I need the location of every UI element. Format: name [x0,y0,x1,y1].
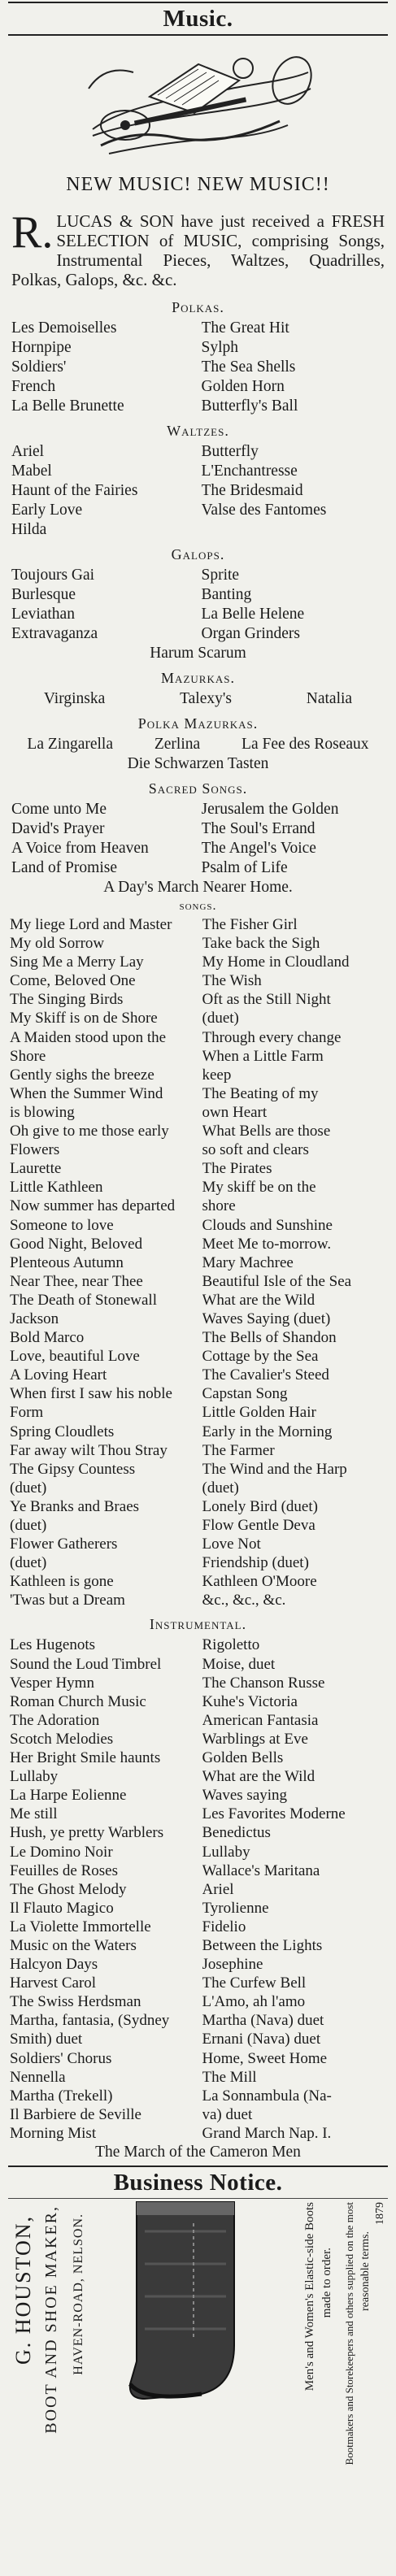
list-item: The Beating of my [202,1084,319,1102]
list-item: A Loving Heart [10,1366,107,1384]
list-item: The Chanson Russe [202,1674,325,1692]
list-item: Someone to love [10,1216,114,1234]
list-item: Talexy's [180,690,232,707]
list-item: La Violette Immortelle [10,1918,151,1935]
list-item: Oh give to me those early [10,1123,169,1140]
list-item: The Curfew Bell [202,1974,307,1992]
list-item: Benedictus [202,1824,271,1842]
list-item: What are the Wild [202,1291,315,1309]
list-item: Early in the Morning [202,1423,333,1440]
music-heading: Music. [163,6,233,32]
list-item: Burlesque [11,586,76,603]
notice-year: 1879 [374,2202,386,2225]
list-item: What are the Wild [202,1768,315,1786]
list-item: Sing Me a Merry Lay [10,954,144,971]
drop-cap: R. [11,207,54,258]
notice-right-line-3: Bootmakers and Storekeepers and others supplied on the most [343,2202,355,2465]
list-item: When first I saw his noble [10,1385,172,1403]
list-item: Hornpipe [11,339,72,356]
list-item: Martha, fantasia, (Sydney [10,2012,170,2030]
headline: NEW MUSIC! NEW MUSIC!! [66,174,330,195]
list-item: Organ Grinders [201,625,300,642]
list-item: The Angel's Voice [201,840,316,857]
songs-heading: songs. [179,899,217,913]
list-item: &c., &c., &c. [202,1592,286,1609]
notice-address: HAVEN-ROAD, NELSON. [72,2213,85,2375]
list-item: La Fee des Roseaux [242,736,369,753]
list-item: The Death of Stonewall [10,1291,157,1309]
list-item: When a Little Farm [202,1047,324,1065]
songs-list [7,915,389,1609]
list-item: Soldiers' Chorus [10,2049,112,2067]
list-item: The Wish [202,972,262,990]
advertisement-page [0,2,396,2576]
list-item: Les Demoiselles [11,319,117,337]
list-item: Between the Lights [202,1936,323,1954]
list-item: My skiff be on the [202,1179,316,1197]
mazurkas-heading: Mazurkas. [161,670,235,686]
list-item: Mary Machree [202,1253,294,1271]
instrumental-centered-item: The March of the Cameron Men [95,2144,301,2161]
list-item: Halcyon Days [10,1956,98,1974]
list-item: My Skiff is on de Shore [10,1010,158,1027]
polkas-heading: Polkas. [172,299,224,315]
list-item: The Mill [202,2068,257,2086]
mazurkas-list [7,689,389,709]
list-item: David's Prayer [11,820,105,837]
list-item: Hush, ye pretty Warblers [10,1824,164,1842]
list-item [202,520,385,540]
notice-name: G. HOUSTON, [11,2215,35,2365]
list-item: Les Favorites Moderne [202,1805,346,1823]
list-item: va) duet [202,2105,253,2123]
list-item: Sound the Loud Timbrel [10,1655,162,1673]
list-item: The Fisher Girl [202,916,298,933]
list-item: Extravaganza [11,625,98,642]
list-item: Tyrolienne [202,1899,269,1917]
list-item: The Ghost Melody [10,1880,127,1898]
list-item: Clouds and Sunshine [202,1216,333,1234]
intro-paragraph [11,207,385,289]
list-item: Kathleen O'Moore [202,1573,317,1591]
list-item: Home, Sweet Home [202,2049,328,2067]
list-item: Natalia [306,690,353,707]
notice-right-line-4: reasonable terms. [359,2231,372,2311]
list-item: Sylph [201,339,239,356]
list-item: American Fantasia [202,1711,319,1729]
list-item: Her Bright Smile haunts [10,1749,161,1767]
list-item: Rigoletto [202,1636,260,1654]
polka-mazurkas-list [7,735,389,754]
business-notice-heading: Business Notice. [113,2170,283,2196]
polka-mazurkas-heading: Polka Mazurkas. [137,715,259,732]
list-item: Golden Bells [202,1749,284,1767]
list-item: 'Twas but a Dream [10,1592,125,1609]
list-item: Flower Gatherers [10,1536,118,1553]
list-item: Flowers [10,1141,60,1159]
list-item: Vesper Hymn [10,1674,94,1692]
list-item: Little Golden Hair [202,1404,316,1422]
list-item: shore [202,1197,236,1215]
list-item: Virginska [43,690,106,707]
list-item: Mabel [11,463,52,480]
list-item: Le Domino Noir [10,1843,113,1861]
list-item: Golden Horn [201,378,285,395]
list-item: Bold Marco [10,1329,85,1347]
list-item: Come unto Me [11,801,107,818]
list-item: Friendship (duet) [202,1554,309,1572]
list-item: (duet) [10,1554,47,1572]
galops-list [7,566,389,644]
list-item: A Voice from Heaven [11,840,149,857]
list-item: Hilda [11,521,47,538]
list-item: Plenteous Autumn [10,1253,124,1271]
list-item: (duet) [10,1479,47,1497]
list-item: Ariel [11,443,45,460]
list-item: The Farmer [202,1441,275,1459]
list-item: La Harpe Eolienne [10,1787,127,1805]
list-item: When the Summer Wind [10,1084,163,1102]
list-item: Me still [10,1805,58,1823]
list-item: The Soul's Errand [201,820,315,837]
notice-trade: BOOT AND SHOE MAKER, [42,2205,60,2434]
list-item: The Singing Birds [10,991,124,1009]
list-item: My old Sorrow [10,935,105,953]
list-item: Sprite [201,567,240,584]
list-item: The Adoration [10,1711,100,1729]
sacred-songs-heading: Sacred Songs. [148,780,248,797]
list-item: Jerusalem the Golden [201,801,339,818]
list-item: Take back the Sigh [202,935,320,953]
waltzes-list [7,442,389,540]
sacred-songs-centered-item: A Day's March Nearer Home. [103,879,293,896]
list-item: Il Barbiere de Seville [10,2105,141,2123]
list-item: Martha (Trekell) [10,2087,113,2105]
list-item: Love Not [202,1536,261,1553]
list-item: Oft as the Still Night [202,991,331,1009]
list-item: Zerlina [154,736,201,753]
list-item: Waves Saying (duet) [202,1310,331,1327]
list-item: Butterfly's Ball [201,397,298,415]
boot-illustration [112,2199,267,2406]
list-item: The Cavalier's Steed [202,1366,329,1384]
list-item: Moise, duet [202,1655,276,1673]
list-item: Warblings at Eve [202,1730,308,1748]
list-item: Capstan Song [202,1385,288,1403]
list-item: keep [202,1066,232,1084]
list-item: Roman Church Music [10,1692,146,1710]
list-item: Land of Promise [11,859,117,876]
list-item: La Belle Helene [201,606,305,623]
list-item: The Sea Shells [201,358,296,376]
list-item: Smith) duet [10,2031,83,2048]
list-item: La Sonnambula (Na- [202,2087,332,2105]
list-item: Far away wilt Thou Stray [10,1441,168,1459]
list-item: Kuhe's Victoria [202,1692,298,1710]
list-item: Ye Branks and Braes [10,1497,140,1515]
list-item: Love, beautiful Love [10,1348,140,1366]
list-item: Wallace's Maritana [202,1861,320,1879]
list-item: Waves saying [202,1787,288,1805]
list-item: Grand March Nap. I. [202,2124,332,2142]
list-item: The Bridesmaid [201,482,303,499]
list-item: La Belle Brunette [11,397,124,415]
list-item: Spring Cloudlets [10,1423,115,1440]
list-item: Form [10,1404,44,1422]
list-item: Psalm of Life [201,859,288,876]
notice-right-line-1: Men's and Women's Elastic-side Boots [303,2202,316,2391]
list-item: Come, Beloved One [10,972,136,990]
list-item: Harvest Carol [10,1974,97,1992]
list-item: French [11,378,56,395]
list-item: Meet Me to-morrow. [202,1235,332,1253]
list-item: Fidelio [202,1918,246,1935]
list-item: Lullaby [202,1843,250,1861]
list-item: La Zingarella [27,736,113,753]
list-item: Early Love [11,502,83,519]
list-item: own Heart [202,1103,268,1121]
list-item: Beautiful Isle of the Sea [202,1272,352,1290]
list-item: The Wind and the Harp [202,1460,347,1478]
list-item: Les Hugenots [10,1636,96,1654]
list-item: Scotch Melodies [10,1730,114,1748]
list-item: Near Thee, near Thee [10,1272,143,1290]
polkas-list [7,319,389,416]
waltzes-heading: Waltzes. [167,423,229,439]
list-item: Through every change [202,1028,342,1046]
list-item: so soft and clears [202,1141,309,1159]
list-item: Haunt of the Fairies [11,482,138,499]
list-item: L'Enchantresse [201,463,298,480]
list-item: Valse des Fantomes [201,502,327,519]
list-item: The Swiss Herdsman [10,1993,141,2011]
list-item: Lonely Bird (duet) [202,1497,318,1515]
list-item: (duet) [10,1517,47,1534]
list-item: Jackson [10,1310,59,1327]
notice-right-line-2: made to order. [320,2248,333,2318]
list-item: Flow Gentle Deva [202,1517,315,1534]
list-item: The Pirates [202,1160,272,1178]
list-item: Feuilles de Roses [10,1861,118,1879]
list-item: Music on the Waters [10,1936,137,1954]
list-item: The Great Hit [201,319,289,337]
galops-heading: Galops. [171,546,225,563]
list-item: L'Amo, ah l'amo [202,1993,306,2011]
polka-mazurkas-centered-item: Die Schwarzen Tasten [127,755,269,772]
list-item: Shore [10,1047,46,1065]
list-item: Gently sighs the breeze [10,1066,154,1084]
list-item: Josephine [202,1956,263,1974]
list-item: What Bells are those [202,1123,331,1140]
list-item: Kathleen is gone [10,1573,114,1591]
list-item: Morning Mist [10,2124,97,2142]
list-item: Il Flauto Magico [10,1899,114,1917]
list-item: Laurette [10,1160,62,1178]
list-item: Soldiers' [11,358,67,376]
list-item: Little Kathleen [10,1179,103,1197]
list-item: Lullaby [10,1768,59,1786]
list-item: Cottage by the Sea [202,1348,319,1366]
list-item: Toujours Gai [11,567,95,584]
list-item: Good Night, Beloved [10,1235,143,1253]
list-item: A Maiden stood upon the [10,1028,167,1046]
list-item: Nennella [10,2068,66,2086]
list-item: My Home in Cloudland [202,954,350,971]
list-item: Butterfly [201,443,259,460]
list-item: The Bells of Shandon [202,1329,337,1347]
business-notice [7,2199,389,2465]
list-item: Ariel [202,1880,234,1898]
list-item: Leviathan [11,606,75,623]
list-item: The Gipsy Countess [10,1460,136,1478]
intro-text: LUCAS & SON have just received a FRESH SELECTION of MUSIC, comprising Songs, Instrumental Pieces, Waltzes, Quadrilles, Polkas, Galops, &c. &c. [11,211,385,289]
list-item: (duet) [202,1010,239,1027]
galops-centered-item: Harum Scarum [150,645,246,662]
list-item: (duet) [202,1479,239,1497]
list-item: Now summer has departed [10,1197,176,1215]
list-item: Banting [201,586,252,603]
list-item: Ernani (Nava) duet [202,2031,321,2048]
list-item: My liege Lord and Master [10,916,172,933]
list-item: is blowing [10,1103,75,1121]
instrumental-list [7,1636,389,2143]
sacred-songs-list [7,800,389,878]
list-item: Martha (Nava) duet [202,2012,324,2030]
instrumental-heading: Instrumental. [149,1616,247,1633]
instruments-illustration [7,36,389,166]
